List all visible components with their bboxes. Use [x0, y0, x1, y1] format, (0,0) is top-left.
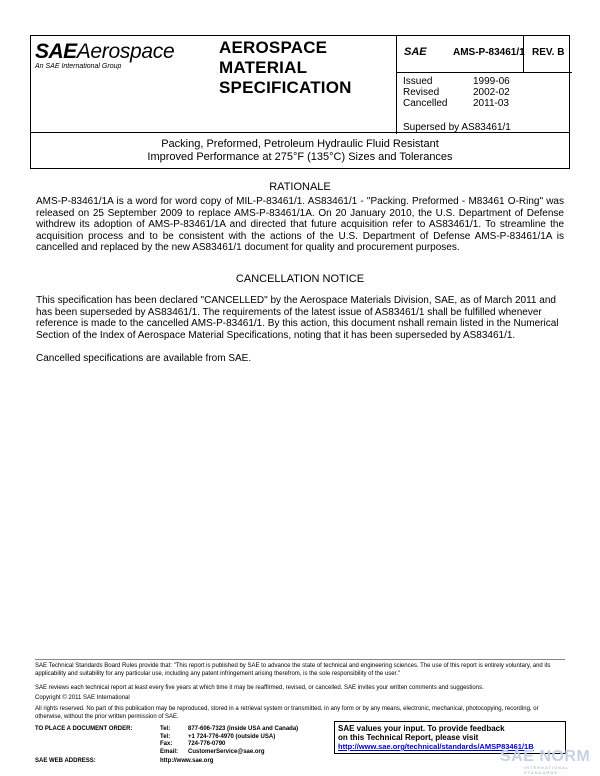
document-header — [30, 35, 570, 133]
date-row — [403, 76, 563, 87]
subject-line: Packing, Preformed, Petroleum Hydraulic Fluid Resistant — [161, 138, 439, 150]
web-link[interactable]: http://www.sae.org — [160, 758, 214, 764]
date-row — [403, 98, 563, 109]
date-label: Revised — [403, 87, 440, 98]
revision-label: REV. B — [532, 47, 565, 58]
logo-name: Aerospace — [76, 40, 175, 63]
board-rules-note: SAE Technical Standards Board Rules provide that: "This report is published by SAE to advance the state of technical and engineering sciences. The use of this report is entirely voluntary, and its applicability and suitability for any particular use, including any patent infringement arising therefrom, is the sole responsibility of the user." — [35, 663, 551, 677]
contact-row — [35, 734, 298, 742]
order-label: TO PLACE A DOCUMENT ORDER: — [35, 726, 133, 732]
footer-divider — [35, 659, 565, 660]
sae-mark: SAE — [404, 46, 427, 58]
contact-label: Tel: — [160, 733, 171, 740]
watermark-text: SAE NORM — [500, 748, 591, 765]
date-list — [403, 76, 563, 109]
web-address-row — [35, 758, 213, 764]
cancellation-paragraph: This specification has been declared "CANCELLED" by the Aerospace Materials Division, SAE, as of March 2011 and has been superseded by AS83461/1. The requirements of the latest issue of AS83461/1 shall be fulfilled whenever reference is made to the cancelled AMS-P-83461/1. By this action, this document nshall remain listed in the Numerical Section of the Index of Aerospace Material Specifications, noting that it has been superseded by AS83461/1. — [36, 295, 559, 341]
feedback-text: on this Technical Report, please visit — [338, 733, 479, 742]
revision-cell — [523, 36, 572, 73]
logo-brand: SAE — [35, 40, 77, 63]
title-line: MATERIAL — [219, 58, 308, 77]
contact-label: Tel: — [160, 726, 171, 732]
date-value: 1999-06 — [473, 76, 510, 87]
superseded-note: Supersed by AS83461/1 — [403, 122, 511, 133]
feedback-link[interactable]: http://www.sae.org/technical/standards/AMSP83461/1B — [338, 742, 534, 751]
contact-row — [35, 741, 298, 749]
review-note: SAE reviews each technical report at least every five years at which time it may be reaffirmed, revised, or cancelled. SAE invites your written comments and suggestions. — [35, 685, 484, 691]
feedback-text: SAE values your input. To provide feedback — [338, 724, 505, 733]
logo-tagline: An SAE International Group — [35, 63, 122, 70]
sae-norm-watermark — [500, 748, 600, 776]
copyright-note: Copyright © 2011 SAE International — [35, 695, 130, 701]
date-row — [403, 87, 563, 98]
contact-row — [35, 749, 298, 757]
subject-line: Improved Performance at 275°F (135°C) Sizes and Tolerances — [147, 151, 453, 163]
document-type-title — [219, 38, 389, 98]
date-value: 2002-02 — [473, 87, 510, 98]
date-label: Issued — [403, 76, 433, 87]
contact-row — [35, 726, 298, 734]
sae-aerospace-logo — [31, 36, 207, 134]
document-info-panel — [396, 36, 571, 134]
date-label: Cancelled — [403, 98, 448, 109]
web-label: SAE WEB ADDRESS: — [35, 758, 96, 764]
rights-note: All rights reserved. No part of this publication may be reproduced, stored in a retrieval system or transmitted, in any form or by any means, electronic, mechanical, photocopying, recording, or otherwise, without the prior written permission of SAE. — [35, 706, 539, 720]
order-contacts — [35, 726, 298, 756]
contact-label: Fax: — [160, 741, 173, 747]
contact-value: +1 724-776-4970 (outside USA) — [188, 733, 276, 740]
title-line: AEROSPACE — [219, 38, 328, 57]
date-value: 2011-03 — [473, 98, 509, 109]
rationale-heading: RATIONALE — [269, 181, 331, 193]
rationale-paragraph: AMS-P-83461/1A is a word for word copy of MIL-P-83461/1. AS83461/1 - "Packing. Preformed - M83461 O-Ring" was released on 25 September 2009 to replace AMS-P-83461/1A. On 20 January 2010, the U.S. Department of Defense withdrew its adoption of AMS-P-83461/1A and directed that future acquisition refer to AS83461/1. To streamline the acquisition process and to be consistent with the actions of the U.S. Department of Defense AMS-P-83461/1A is cancelled and replaced by the new AS83461/1 document for quality and procurement purposes. — [36, 196, 564, 254]
contact-value: 724-776-0790 — [188, 741, 226, 747]
contact-label: Email: — [160, 748, 179, 755]
title-line: SPECIFICATION — [219, 78, 352, 97]
document-number: AMS-P-83461/1 — [453, 47, 525, 58]
document-subject — [30, 133, 570, 169]
watermark-subtext: INTERNATIONAL STANDARDS — [524, 765, 570, 775]
availability-note: Cancelled specifications are available from SAE. — [36, 353, 252, 364]
cancellation-heading: CANCELLATION NOTICE — [235, 273, 365, 285]
email-link[interactable]: CustomerService@sae.org — [188, 748, 265, 755]
contact-value: 877-606-7323 (inside USA and Canada) — [188, 726, 299, 732]
document-number-row — [397, 36, 572, 73]
